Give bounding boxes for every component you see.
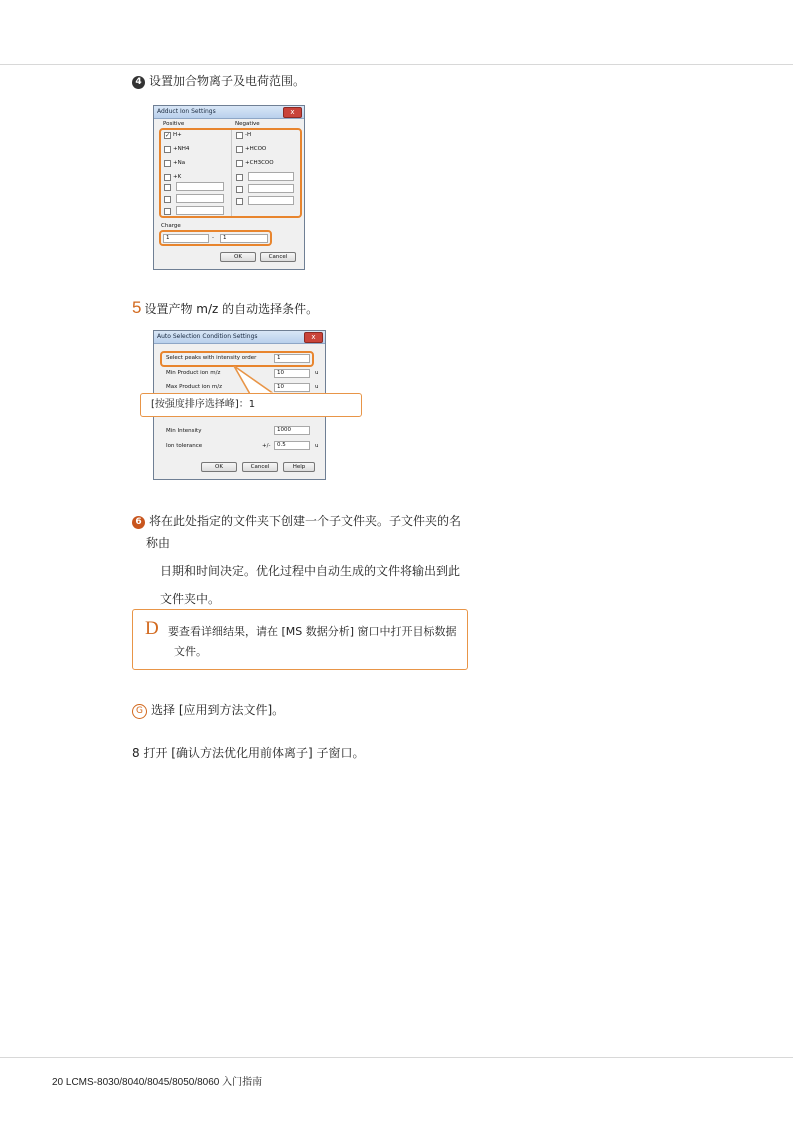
callout-box: [按强度排序选择峰]：1 — [140, 393, 362, 417]
positive-item-label: +Na — [173, 160, 186, 166]
step-5 — [132, 297, 318, 320]
footer-rule — [0, 1057, 793, 1058]
dialog-title: Auto Selection Condition Settings — [157, 333, 258, 340]
step-4 — [132, 70, 305, 92]
close-icon[interactable]: x — [283, 107, 302, 118]
cancel-button[interactable]: Cancel — [260, 252, 296, 262]
step-5-text: 设置产物 m/z 的自动选择条件。 — [144, 302, 319, 316]
header-rule — [0, 64, 793, 65]
positive-item-label: +NH4 — [173, 146, 190, 152]
plus-minus-label: +/- — [262, 443, 271, 449]
min-product-input[interactable]: 10 — [274, 369, 310, 378]
close-icon[interactable]: x — [304, 332, 323, 343]
footer-text: 20 LCMS-8030/8040/8045/8050/8060 入门指南 — [52, 1077, 263, 1088]
max-product-input[interactable]: 10 — [274, 383, 310, 392]
charge-to-input[interactable]: 1 — [220, 234, 268, 243]
ion-tolerance-input[interactable]: 0.5 — [274, 441, 310, 450]
unit-label: u — [315, 370, 319, 376]
charge-separator: - — [212, 235, 214, 241]
step-6-line: 日期和时间决定。优化过程中自动生成的文件将输出到此 — [160, 564, 461, 578]
ok-button[interactable]: OK — [220, 252, 256, 262]
charge-label: Charge — [161, 223, 181, 229]
note-icon: D — [145, 618, 159, 639]
step-number-badge: G — [132, 704, 147, 719]
note-line: 要查看详细结果，请在 [MS 数据分析] 窗口中打开目标数据 — [168, 625, 457, 638]
intensity-order-label: Select peaks with intensity order — [166, 355, 257, 361]
unit-label: u — [315, 443, 319, 449]
negative-item-label: +CH3COO — [245, 160, 274, 166]
step-6-line: 将在此处指定的文件夹下创建一个子文件夹。子文件夹的名 — [149, 514, 462, 528]
max-product-label: Max Product ion m/z — [166, 384, 222, 390]
ok-button[interactable]: OK — [201, 462, 237, 472]
intensity-order-input[interactable]: 1 — [274, 354, 310, 363]
min-intensity-label: Min Intensity — [166, 428, 202, 434]
dialog-title: Adduct Ion Settings — [157, 108, 216, 115]
step-number-badge: 4 — [132, 76, 145, 89]
callout-pointer — [228, 366, 278, 396]
min-product-label: Min Product ion m/z — [166, 370, 221, 376]
step-8: 8 打开 [确认方法优化用前体离子] 子窗口。 — [132, 746, 365, 760]
adduct-ion-settings-dialog — [153, 105, 305, 270]
step-7 — [132, 699, 284, 721]
negative-item-label: +HCOO — [245, 146, 267, 152]
dialog-titlebar — [154, 106, 304, 119]
step-7-text: 选择 [应用到方法文件]。 — [151, 703, 285, 717]
positive-h-checkbox[interactable]: ✓ — [165, 132, 171, 139]
step-number-badge: 6 — [132, 516, 145, 529]
help-button[interactable]: Help — [283, 462, 315, 472]
unit-label: u — [315, 384, 319, 390]
step-number: 5 — [132, 298, 142, 317]
ion-tolerance-label: Ion tolerance — [166, 443, 203, 449]
step-4-text: 设置加合物离子及电荷范围。 — [149, 74, 306, 88]
positive-label: Positive — [163, 121, 185, 127]
step-6 — [132, 510, 472, 610]
positive-item-label: H+ — [173, 132, 182, 138]
adduct-selection-highlight — [159, 128, 302, 218]
charge-highlight — [159, 230, 272, 246]
step-6-line: 文件夹中。 — [160, 592, 221, 606]
positive-item-label: +K — [173, 174, 182, 180]
cancel-button[interactable]: Cancel — [242, 462, 278, 472]
step-6-line: 称由 — [146, 536, 171, 550]
dialog-titlebar — [154, 331, 325, 344]
note-line: 文件。 — [174, 645, 207, 658]
negative-item-label: -H — [245, 132, 252, 138]
negative-label: Negative — [235, 121, 260, 127]
charge-from-input[interactable]: 1 — [163, 234, 209, 243]
note-box — [132, 609, 468, 670]
intensity-order-highlight — [160, 351, 314, 367]
min-intensity-input[interactable]: 1000 — [274, 426, 310, 435]
